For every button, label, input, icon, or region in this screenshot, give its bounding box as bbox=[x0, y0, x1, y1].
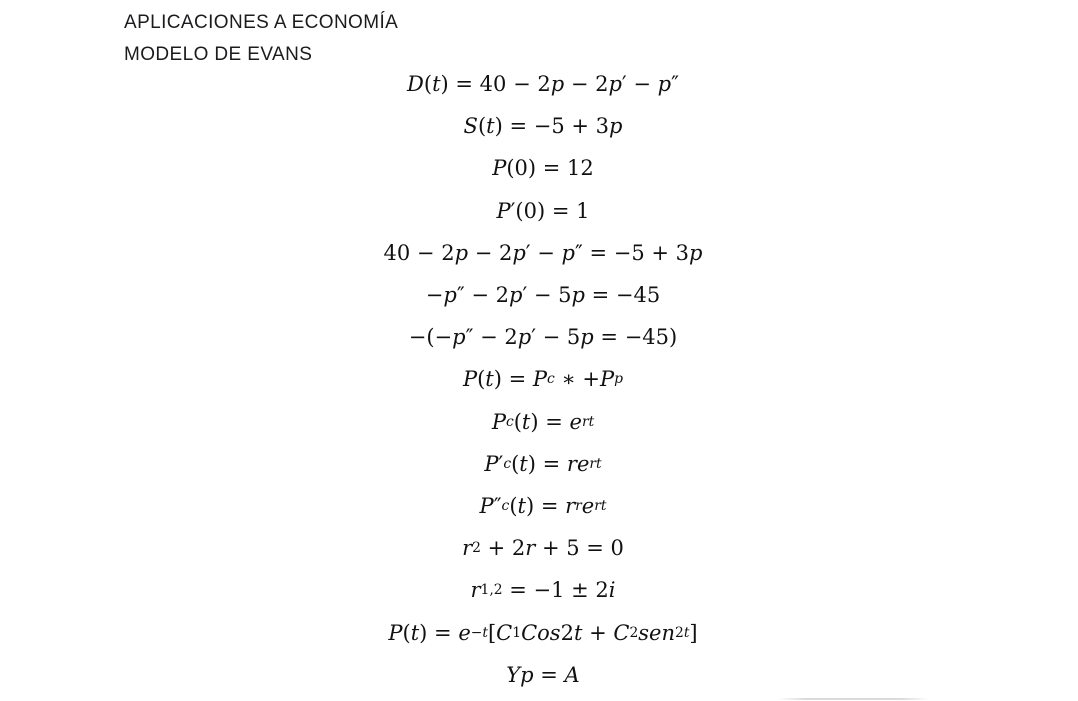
equation-line: Y p = A bbox=[506, 662, 580, 687]
equation-line: 40 − 2 p − 2 p ′ − p ″ = −5 + 3 p bbox=[383, 240, 703, 265]
equation-line: P ′(0) = 1 bbox=[496, 198, 590, 223]
equation-line: P (0) = 12 bbox=[492, 156, 594, 181]
equation-line: P ( t ) = P c ∗ + P p bbox=[462, 367, 624, 392]
document-heading bbox=[124, 7, 398, 71]
equation-line: S ( t ) = −5 + 3 p bbox=[463, 114, 623, 139]
equation-line: P ( t ) = e −t [ C 1 C o s 2 t + C 2 s e n 2t ] bbox=[388, 620, 698, 645]
equation-line: − p ″ − 2 p ′ − 5 p = −45 bbox=[425, 283, 661, 308]
equation-line: D ( t ) = 40 − 2 p − 2 p ′ − p ″ bbox=[407, 72, 679, 97]
equation-line: P c ( t ) = e rt bbox=[491, 409, 595, 434]
bottom-edge-shadow bbox=[778, 698, 929, 700]
equation-line: r 1,2 = −1 ± 2 i bbox=[470, 578, 616, 603]
equations-list bbox=[0, 63, 1078, 696]
equation-line: r 2 + 2 r + 5 = 0 bbox=[462, 536, 624, 561]
equation-line: −(− p ″ − 2 p ′ − 5 p = −45) bbox=[408, 325, 678, 350]
equation-line: P ′ c ( t ) = r e rt bbox=[484, 451, 602, 476]
document-subtitle: MODELO DE EVANS bbox=[124, 44, 313, 65]
document-title: APLICACIONES A ECONOMÍA bbox=[124, 12, 399, 33]
equation-line: P ″ c ( t ) = r r e rt bbox=[479, 493, 607, 518]
